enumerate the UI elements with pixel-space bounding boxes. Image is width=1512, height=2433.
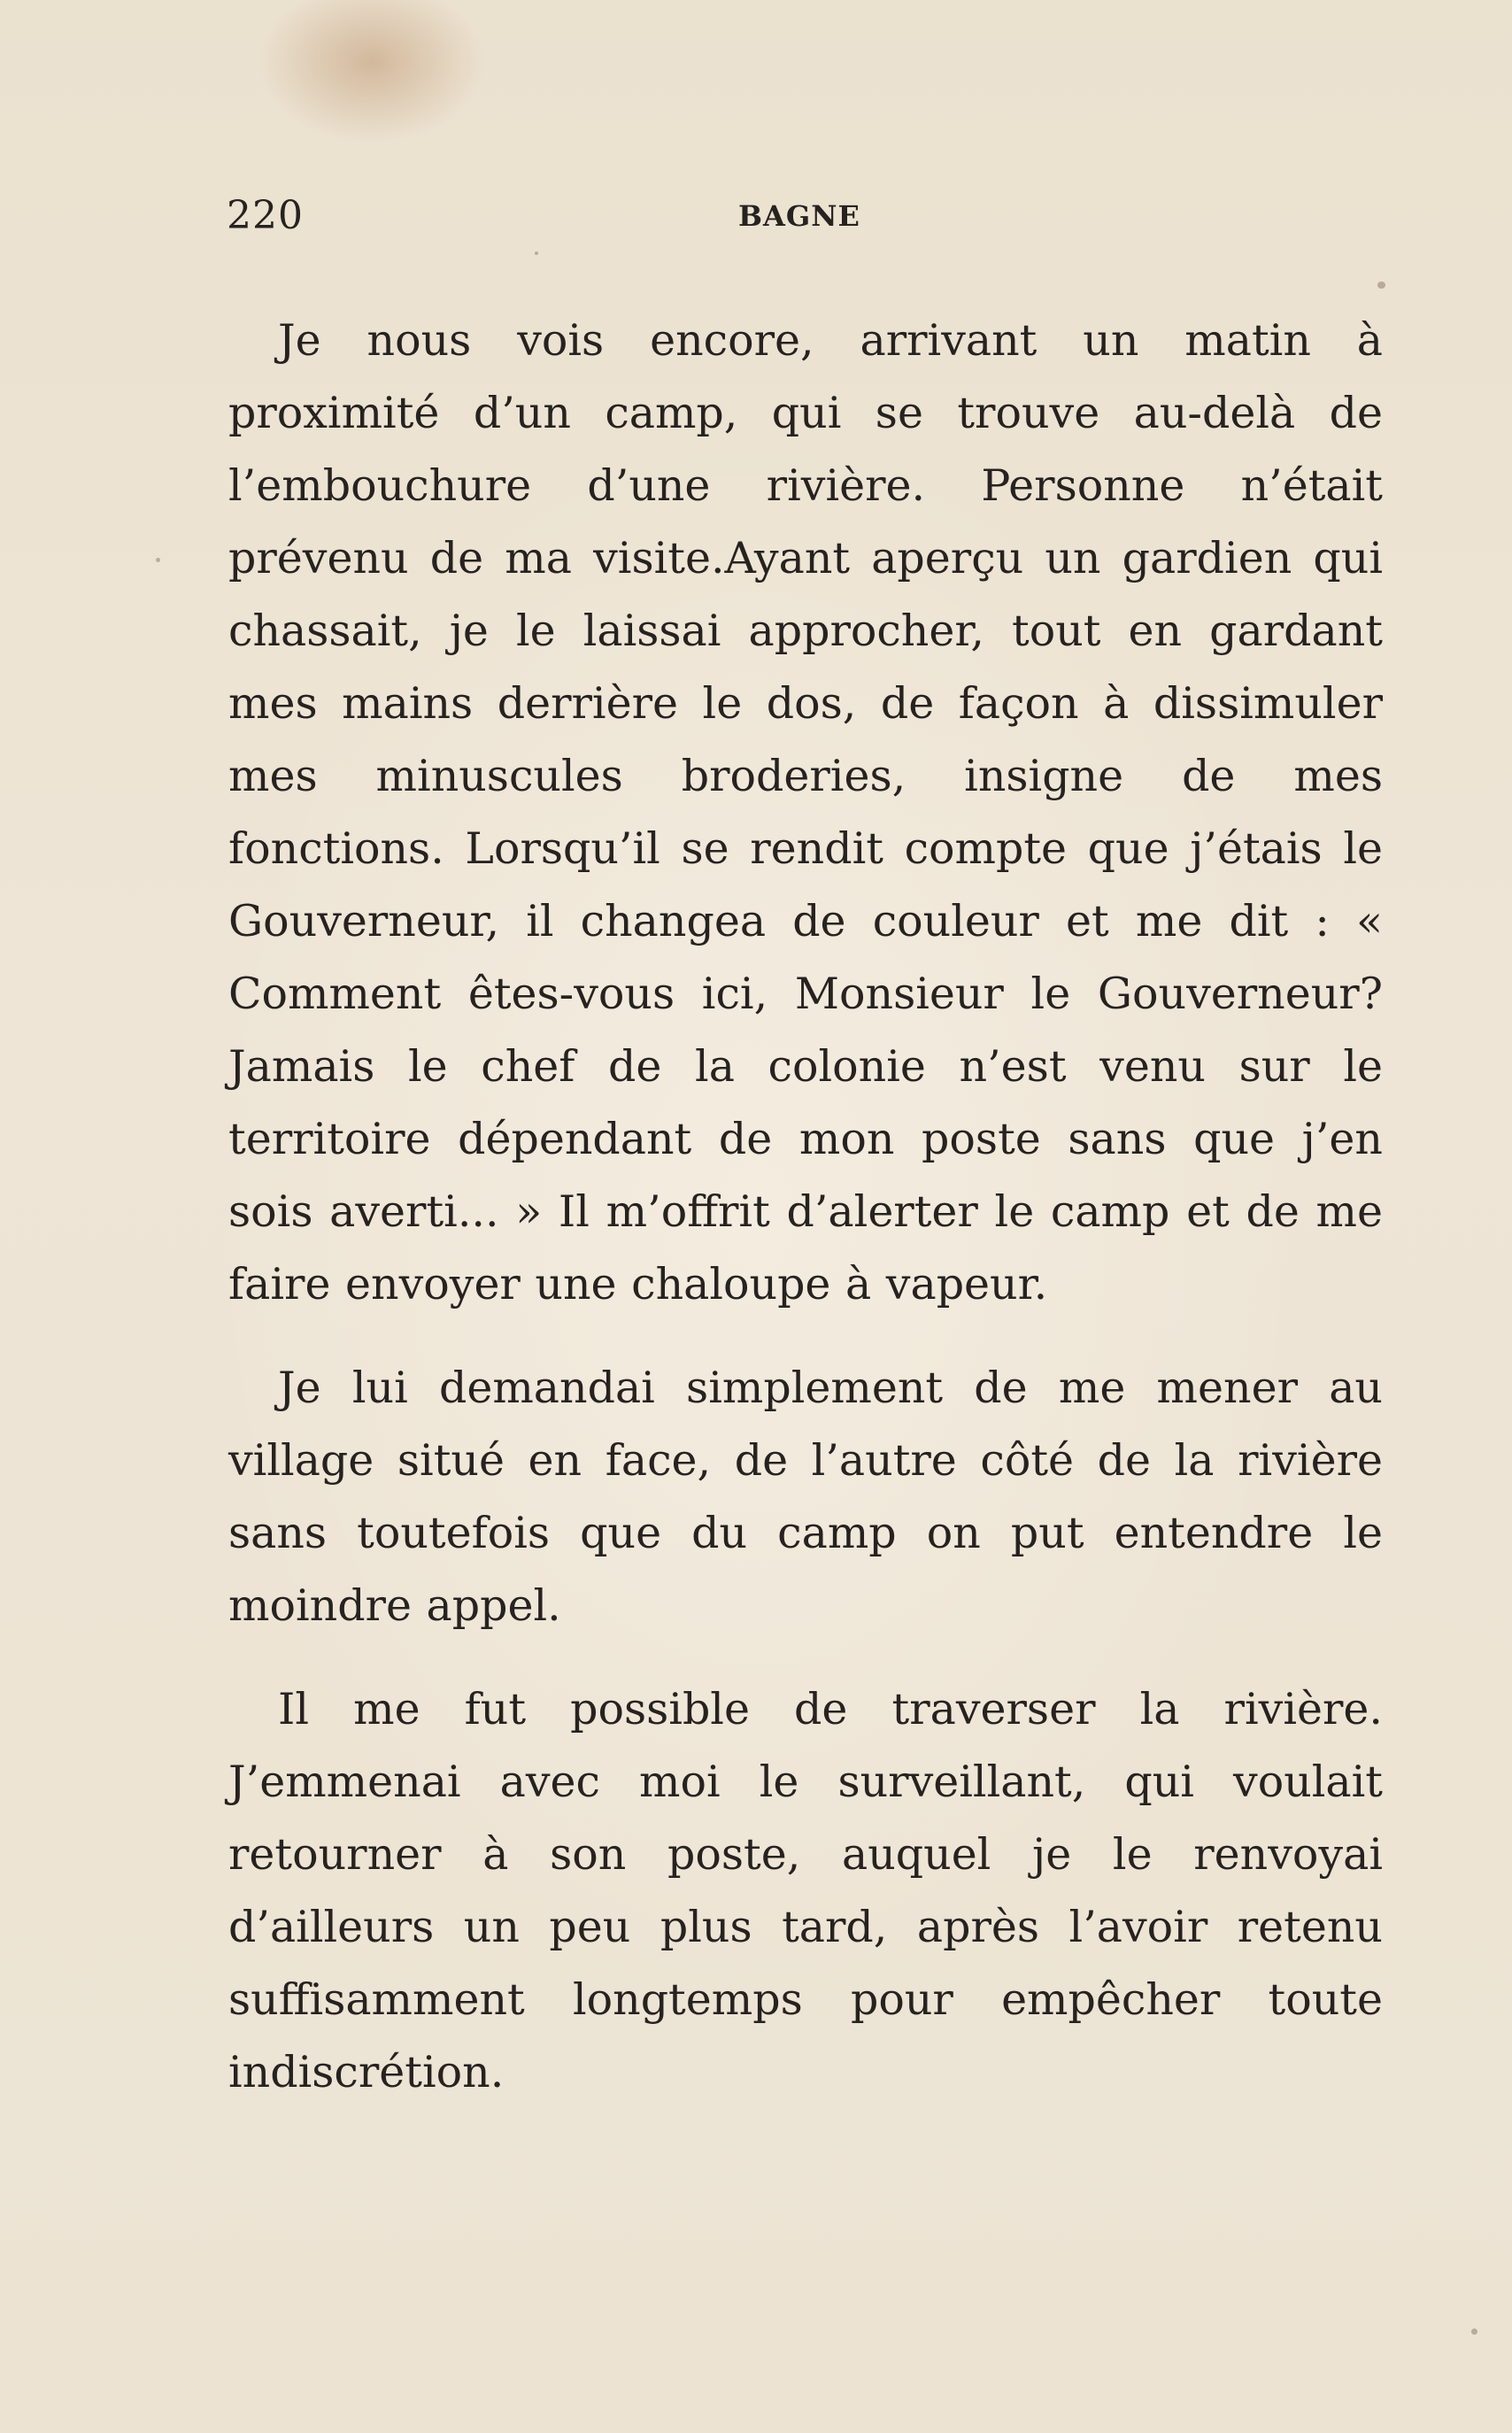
paper-speck	[1377, 282, 1385, 289]
body-text	[228, 305, 1383, 2140]
paragraph-3: Il me fut possible de traverser la rivière. J’emmenai avec moi le surveillant, qui voulait retourner à son poste, auquel je le renvoyai d’ailleurs un peu plus tard, après l’avoir retenu suffisamment longtemps pour empêcher toute indiscrétion.	[228, 1684, 1383, 2097]
paper-speck	[156, 558, 160, 562]
running-title: BAGNE	[738, 199, 860, 233]
paragraph-1: Je nous vois encore, arrivant un matin à proximité d’un camp, qui se trouve au-delà de l’embouchure d’une rivière. Personne n’était prévenu de ma visite.Ayant aperçu un gardien qui chassait, je le laissai approcher, tout en gardant mes mains derrière le dos, de façon à dissimuler mes minuscules broderies, insigne de mes fonctions. Lorsqu’il se rendit compte que j’étais le Gouverneur, il changea de couleur et me dit : « Comment êtes-vous ici, Monsieur le Gouverneur? Jamais le chef de la colonie n’est venu sur le territoire dépendant de mon poste sans que j’en sois averti... » Il m’offrit d’alerter le camp et de me faire envoyer une chaloupe à vapeur.	[228, 315, 1383, 1309]
page-number: 220	[227, 193, 304, 238]
paper-speck	[535, 251, 538, 255]
paper-speck	[1471, 2329, 1477, 2335]
paragraph-2: Je lui demandai simplement de me mener au village situé en face, de l’autre côté de la rivière sans toutefois que du camp on put entendre le moindre appel.	[228, 1363, 1383, 1631]
running-head	[0, 189, 1512, 243]
